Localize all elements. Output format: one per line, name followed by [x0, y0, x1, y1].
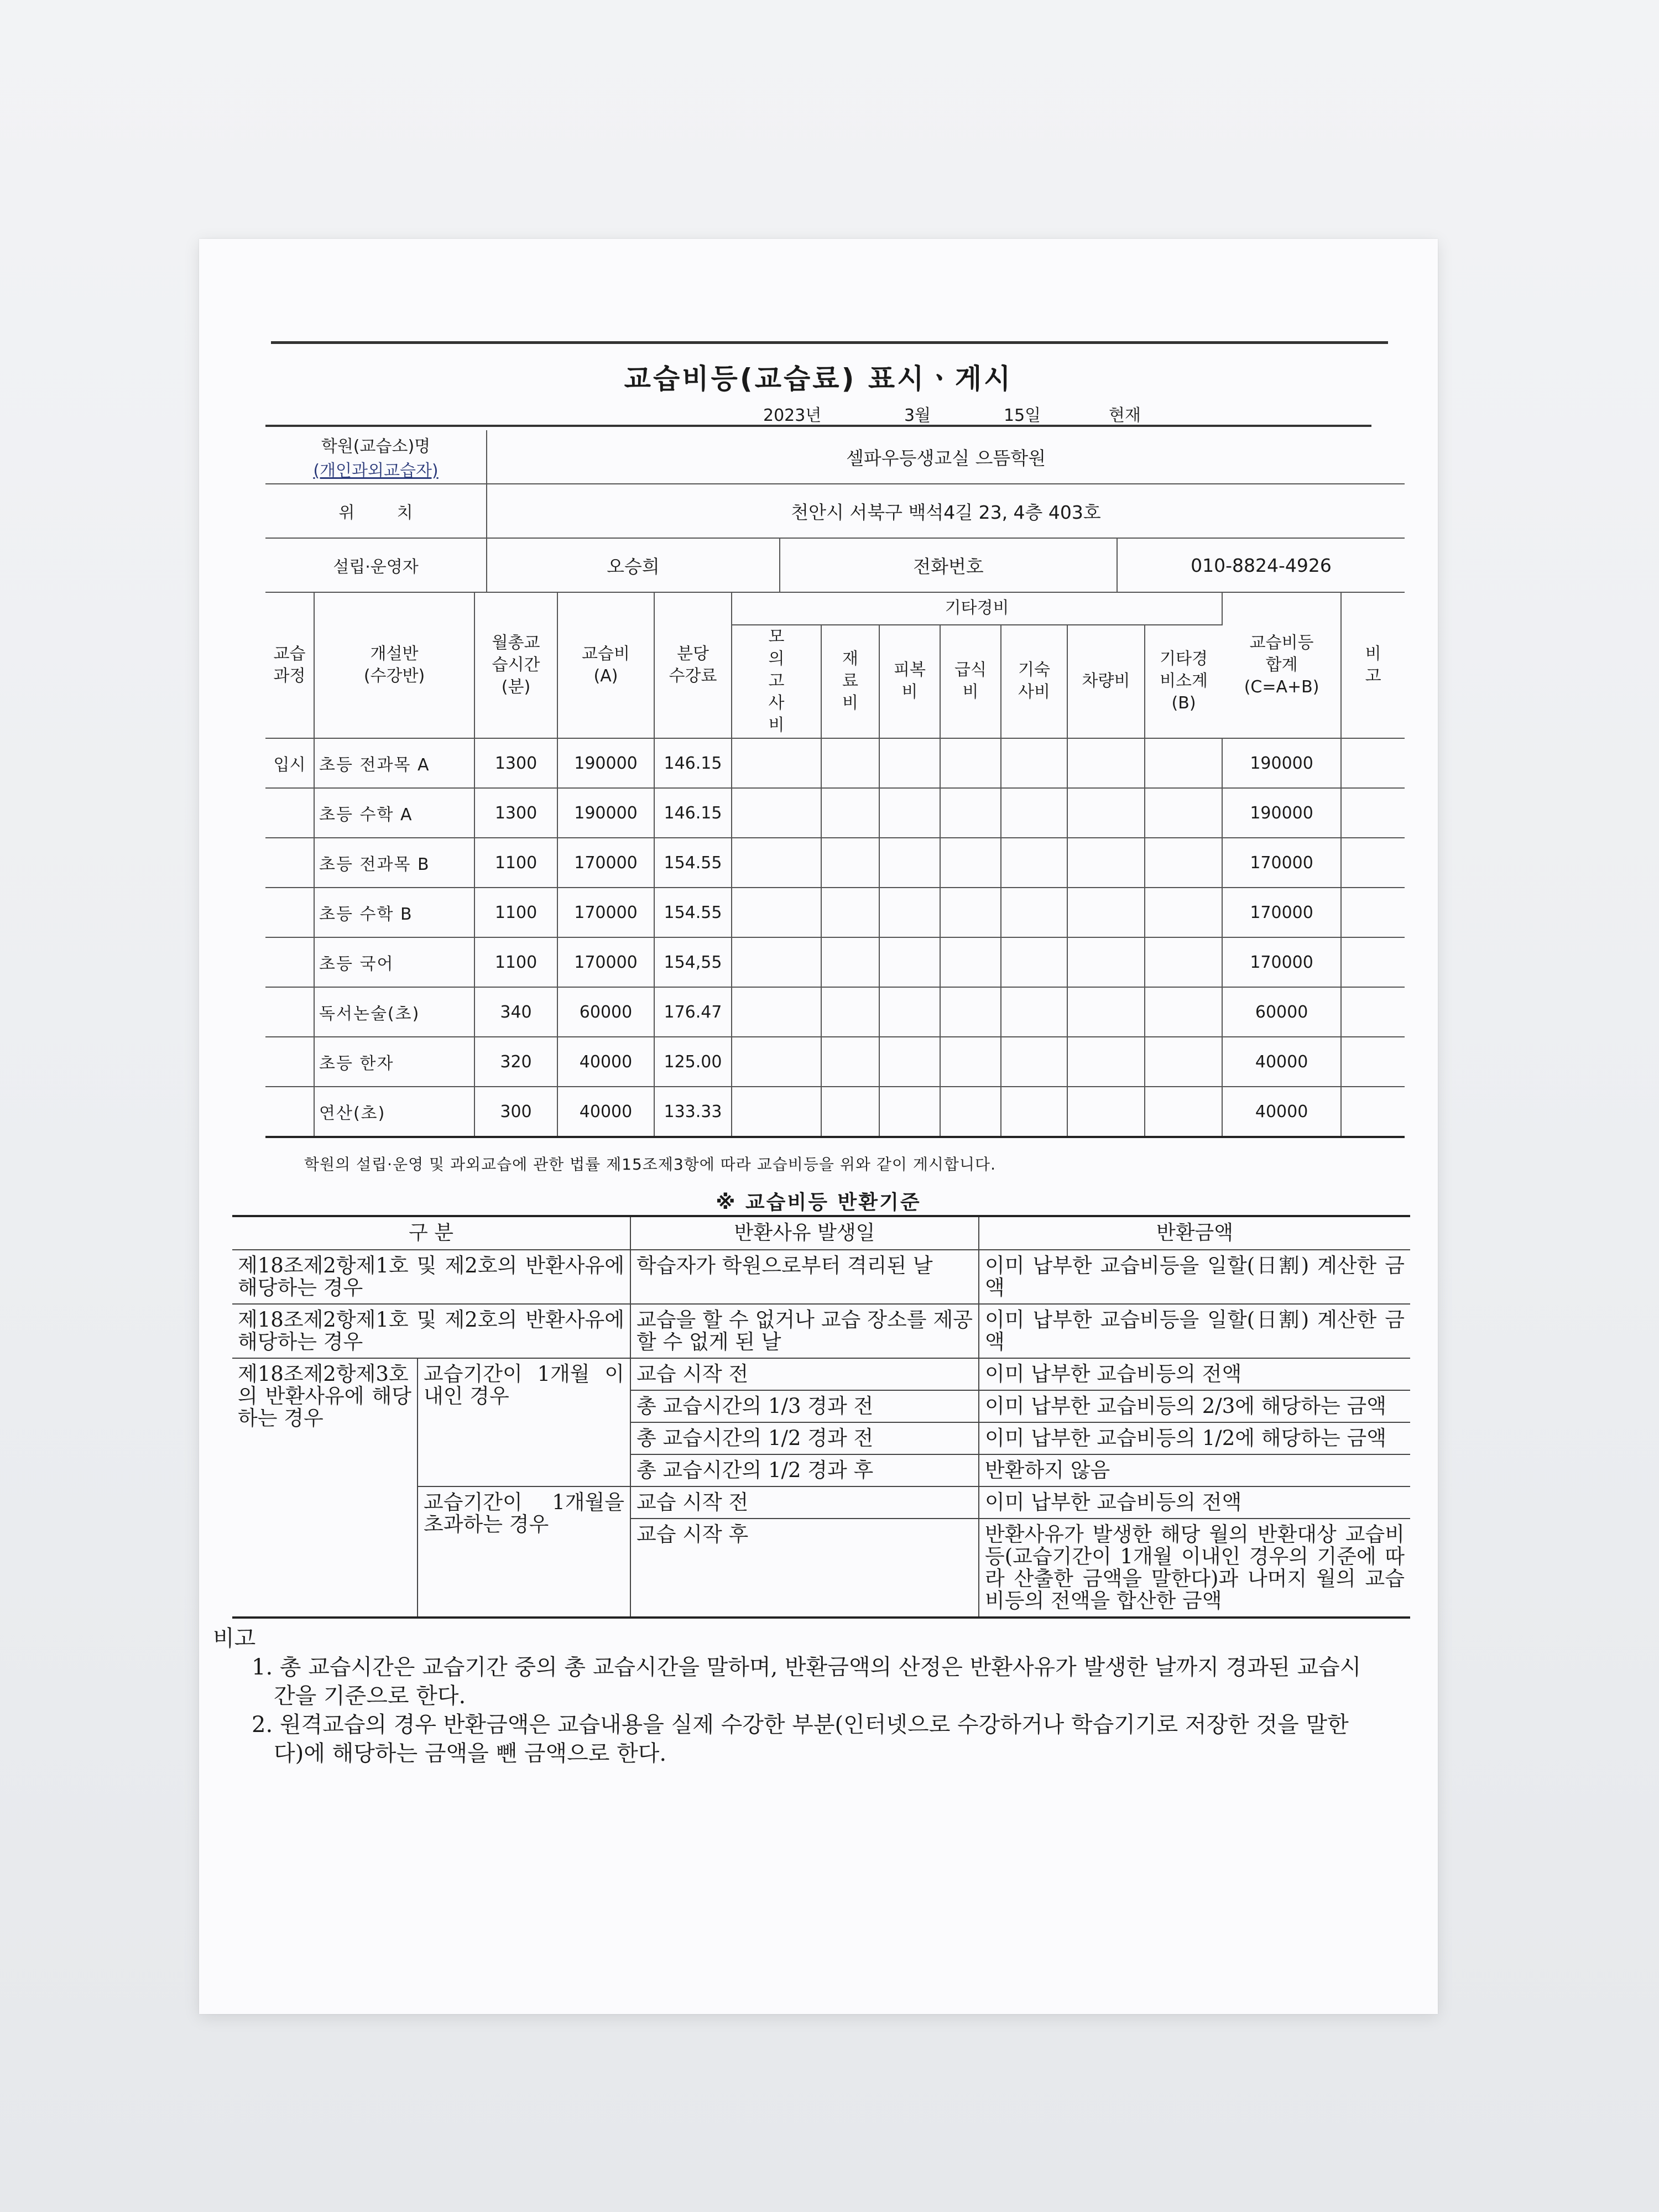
fee-empty-cell: [940, 888, 1001, 937]
fee-per-minute: 154.55: [654, 838, 732, 888]
fee-empty-cell: [940, 738, 1001, 788]
fee-per-minute: 125.00: [654, 1037, 732, 1087]
fee-note: [1341, 888, 1405, 937]
fee-total: 170000: [1222, 937, 1341, 987]
fee-empty-cell: [821, 1037, 879, 1087]
fee-empty-cell: [940, 1087, 1001, 1137]
fee-empty-cell: [879, 788, 940, 838]
fee-empty-cell: [1145, 1087, 1222, 1137]
fee-empty-cell: [1145, 738, 1222, 788]
fee-course: [265, 1037, 314, 1087]
fee-per-minute: 176.47: [654, 987, 732, 1037]
fee-empty-cell: [732, 838, 821, 888]
fee-empty-cell: [1145, 937, 1222, 987]
fee-class: 독서논술(초): [314, 987, 474, 1037]
fee-empty-cell: [879, 1087, 940, 1137]
col-meal: 급식 비: [940, 625, 1001, 738]
fee-amount: 190000: [557, 788, 654, 838]
col-other-expenses: 기타경비: [732, 593, 1222, 625]
refund-amount: 이미 납부한 교습비등을 일할(日割) 계산한 금액: [979, 1304, 1410, 1358]
fee-course: [265, 987, 314, 1037]
fee-note: [1341, 1037, 1405, 1087]
over-month-label: 교습기간이 1개월을 초과하는 경우: [418, 1486, 630, 1618]
paper-sheet: [199, 239, 1438, 2014]
fee-class: 초등 전과목 A: [314, 738, 474, 788]
fee-empty-cell: [1001, 1037, 1067, 1087]
fee-table-header: [265, 593, 1405, 625]
fee-empty-cell: [1067, 888, 1145, 937]
fee-empty-cell: [1145, 888, 1222, 937]
fee-empty-cell: [732, 888, 821, 937]
fee-empty-cell: [1001, 838, 1067, 888]
fee-empty-cell: [1145, 1037, 1222, 1087]
fee-time: 1100: [474, 888, 557, 937]
academy-name-label: 학원(교습소)명 (개인과외교습자): [265, 430, 487, 484]
fee-row: [265, 987, 1405, 1037]
operator-value: 오승희: [487, 538, 780, 592]
fee-class: 초등 국어: [314, 937, 474, 987]
fee-empty-cell: [879, 888, 940, 937]
remark-item: 1. 총 교습시간은 교습기간 중의 총 교습시간을 말하며, 반환금액의 산정은 반환사유가 발생한 날까지 경과된 교습시간을 기준으로 한다.: [252, 1655, 1361, 1709]
refund-amount: 반환사유가 발생한 해당 월의 반환대상 교습비등(교습기간이 1개월 이내인 경우의 기준에 따라 산출한 금액을 말한다)과 나머지 월의 교습비등의 전액을 합산한 금액: [979, 1519, 1410, 1618]
refund-table: [232, 1215, 1410, 1619]
fee-class: 초등 한자: [314, 1037, 474, 1087]
fee-empty-cell: [1001, 888, 1067, 937]
notice-text: 학원의 설립·운영 및 과외교습에 관한 법률 제15조제3항에 따라 교습비등을 위와 같이 게시합니다.: [304, 1155, 996, 1173]
academy-info-table: [265, 430, 1405, 593]
fee-empty-cell: [1145, 788, 1222, 838]
col-fee: 교습비 (A): [557, 593, 654, 738]
fee-time: 1300: [474, 738, 557, 788]
fee-course: [265, 1087, 314, 1137]
fee-course: [265, 838, 314, 888]
fee-empty-cell: [1067, 738, 1145, 788]
col-total: 교습비등 합계 (C=A+B): [1222, 593, 1341, 738]
refund-amount: 이미 납부한 교습비등의 2/3에 해당하는 금액: [979, 1390, 1410, 1422]
fee-amount: 170000: [557, 937, 654, 987]
refund-reason: 교습을 할 수 없거나 교습 장소를 제공할 수 없게 된 날: [630, 1304, 979, 1358]
fee-empty-cell: [1001, 987, 1067, 1037]
fee-total: 190000: [1222, 738, 1341, 788]
fee-per-minute: 146.15: [654, 788, 732, 838]
fee-empty-cell: [879, 987, 940, 1037]
fee-empty-cell: [1001, 788, 1067, 838]
fee-empty-cell: [1067, 1087, 1145, 1137]
fee-row: [265, 937, 1405, 987]
col-monthly-time: 월총교 습시간 (분): [474, 593, 557, 738]
location-label: 위 치: [265, 484, 487, 538]
fee-row: [265, 1087, 1405, 1137]
refund-reason: 교습 시작 전: [630, 1358, 979, 1390]
fee-note: [1341, 937, 1405, 987]
fee-note: [1341, 738, 1405, 788]
fee-empty-cell: [1067, 788, 1145, 838]
academy-sub-label: (개인과외교습자): [313, 461, 439, 481]
date-month: 3월: [904, 406, 931, 425]
fee-time: 1100: [474, 937, 557, 987]
fee-time: 1300: [474, 788, 557, 838]
fee-note: [1341, 1087, 1405, 1137]
date-year: 2023년: [763, 406, 822, 425]
fee-amount: 40000: [557, 1087, 654, 1137]
refund-reason: 총 교습시간의 1/3 경과 전: [630, 1390, 979, 1422]
refund-category-3: 제18조제2항제3호의 반환사유에 해당하는 경우: [232, 1358, 418, 1618]
fee-empty-cell: [821, 1087, 879, 1137]
fee-empty-cell: [821, 987, 879, 1037]
fee-empty-cell: [879, 838, 940, 888]
fee-empty-cell: [821, 738, 879, 788]
col-uniform: 피복 비: [879, 625, 940, 738]
location-value: 천안시 서북구 백석4길 23, 4층 403호: [487, 484, 1405, 538]
fee-empty-cell: [879, 738, 940, 788]
fee-empty-cell: [1001, 937, 1067, 987]
fee-amount: 170000: [557, 888, 654, 937]
fee-course: [265, 937, 314, 987]
fee-amount: 170000: [557, 838, 654, 888]
fee-empty-cell: [821, 788, 879, 838]
fee-row: [265, 1037, 1405, 1087]
fee-empty-cell: [1001, 738, 1067, 788]
fee-empty-cell: [1145, 838, 1222, 888]
remarks: [213, 1624, 1371, 1768]
document-body: [213, 341, 1405, 1768]
fee-empty-cell: [1067, 1037, 1145, 1087]
refund-reason: 학습자가 학원으로부터 격리된 날: [630, 1250, 979, 1304]
fee-total: 170000: [1222, 838, 1341, 888]
fee-per-minute: 154,55: [654, 937, 732, 987]
academy-name: 셀파우등생교실 으뜸학원: [487, 430, 1405, 484]
col-per-minute: 분당 수강료: [654, 593, 732, 738]
fee-row: [265, 838, 1405, 888]
fee-course: [265, 788, 314, 838]
col-note: 비 고: [1341, 593, 1405, 738]
fee-row: [265, 888, 1405, 937]
fee-time: 320: [474, 1037, 557, 1087]
col-course: 교습 과정: [265, 593, 314, 738]
fee-amount: 40000: [557, 1037, 654, 1087]
fee-empty-cell: [821, 888, 879, 937]
fee-time: 1100: [474, 838, 557, 888]
col-dorm: 기숙 사비: [1001, 625, 1067, 738]
fee-amount: 190000: [557, 738, 654, 788]
fee-time: 340: [474, 987, 557, 1037]
fee-note: [1341, 838, 1405, 888]
operator-label: 설립·운영자: [265, 538, 487, 592]
phone-label: 전화번호: [780, 538, 1117, 592]
refund-category: 제18조제2항제1호 및 제2호의 반환사유에 해당하는 경우: [232, 1304, 630, 1358]
fee-note: [1341, 788, 1405, 838]
fee-class: 초등 전과목 B: [314, 838, 474, 888]
document-title: 교습비등(교습료) 표시ㆍ게시: [624, 363, 1013, 395]
col-material: 재 료 비: [821, 625, 879, 738]
refund-reason: 교습 시작 후: [630, 1519, 979, 1618]
remarks-label: 비고: [213, 1626, 256, 1651]
fee-empty-cell: [821, 838, 879, 888]
refund-header: [232, 1216, 1410, 1250]
fee-empty-cell: [1001, 1087, 1067, 1137]
col-mock-exam: 모 의 고 사 비: [732, 625, 821, 738]
fee-total: 40000: [1222, 1087, 1341, 1137]
fee-empty-cell: [821, 937, 879, 987]
fee-empty-cell: [1145, 987, 1222, 1037]
refund-row: [232, 1304, 1410, 1358]
refund-amount: 이미 납부한 교습비등의 전액: [979, 1358, 1410, 1390]
refund-reason: 총 교습시간의 1/2 경과 후: [630, 1454, 979, 1486]
fee-per-minute: 133.33: [654, 1087, 732, 1137]
refund-col-reason: 반환사유 발생일: [630, 1216, 979, 1250]
fee-empty-cell: [1067, 937, 1145, 987]
refund-reason: 교습 시작 전: [630, 1486, 979, 1519]
fee-total: 190000: [1222, 788, 1341, 838]
fee-empty-cell: [732, 1087, 821, 1137]
fee-empty-cell: [732, 738, 821, 788]
fee-empty-cell: [940, 1037, 1001, 1087]
fee-empty-cell: [732, 987, 821, 1037]
fee-empty-cell: [879, 937, 940, 987]
fee-class: 초등 수학 A: [314, 788, 474, 838]
fee-empty-cell: [732, 937, 821, 987]
within-month-label: 교습기간이 1개월 이내인 경우: [418, 1358, 630, 1486]
refund-amount: 이미 납부한 교습비등을 일할(日割) 계산한 금액: [979, 1250, 1410, 1304]
fee-course: [265, 888, 314, 937]
refund-row: [232, 1358, 1410, 1390]
fee-per-minute: 154.55: [654, 888, 732, 937]
fee-empty-cell: [879, 1037, 940, 1087]
top-rule: [271, 341, 1388, 344]
fee-course: 입시: [265, 738, 314, 788]
refund-reason: 총 교습시간의 1/2 경과 전: [630, 1422, 979, 1454]
fee-amount: 60000: [557, 987, 654, 1037]
refund-col-amount: 반환금액: [979, 1216, 1410, 1250]
fee-empty-cell: [940, 987, 1001, 1037]
fee-total: 40000: [1222, 1037, 1341, 1087]
fee-row: [265, 738, 1405, 788]
fee-total: 170000: [1222, 888, 1341, 937]
refund-col-category: 구 분: [232, 1216, 630, 1250]
phone-value: 010-8824-4926: [1117, 538, 1405, 592]
refund-amount: 반환하지 않음: [979, 1454, 1410, 1486]
refund-amount: 이미 납부한 교습비등의 전액: [979, 1486, 1410, 1519]
fee-empty-cell: [940, 937, 1001, 987]
date-line: [265, 398, 1371, 427]
fee-table: [265, 593, 1405, 1138]
fee-note: [1341, 987, 1405, 1037]
date-suffix: 현재: [1109, 406, 1141, 425]
remark-item: 2. 원격교습의 경우 반환금액은 교습내용을 실제 수강한 부분(인터넷으로 수강하거나 학습기기로 저장한 것을 말한다)에 해당하는 금액을 뺀 금액으로 한다.: [252, 1712, 1349, 1766]
fee-empty-cell: [732, 1037, 821, 1087]
fee-total: 60000: [1222, 987, 1341, 1037]
fee-class: 초등 수학 B: [314, 888, 474, 937]
refund-row: [232, 1250, 1410, 1304]
fee-empty-cell: [940, 788, 1001, 838]
date-day: 15일: [1004, 406, 1041, 425]
col-class: 개설반 (수강반): [314, 593, 474, 738]
fee-time: 300: [474, 1087, 557, 1137]
fee-empty-cell: [1067, 838, 1145, 888]
col-other-subtotal: 기타경 비소계 (B): [1145, 625, 1222, 738]
refund-amount: 이미 납부한 교습비등의 1/2에 해당하는 금액: [979, 1422, 1410, 1454]
refund-title: ※ 교습비등 반환기준: [716, 1191, 921, 1214]
fee-empty-cell: [1067, 987, 1145, 1037]
fee-empty-cell: [732, 788, 821, 838]
fee-class: 연산(초): [314, 1087, 474, 1137]
col-vehicle: 차량비: [1067, 625, 1145, 738]
fee-per-minute: 146.15: [654, 738, 732, 788]
refund-category: 제18조제2항제1호 및 제2호의 반환사유에 해당하는 경우: [232, 1250, 630, 1304]
fee-empty-cell: [940, 838, 1001, 888]
fee-row: [265, 788, 1405, 838]
